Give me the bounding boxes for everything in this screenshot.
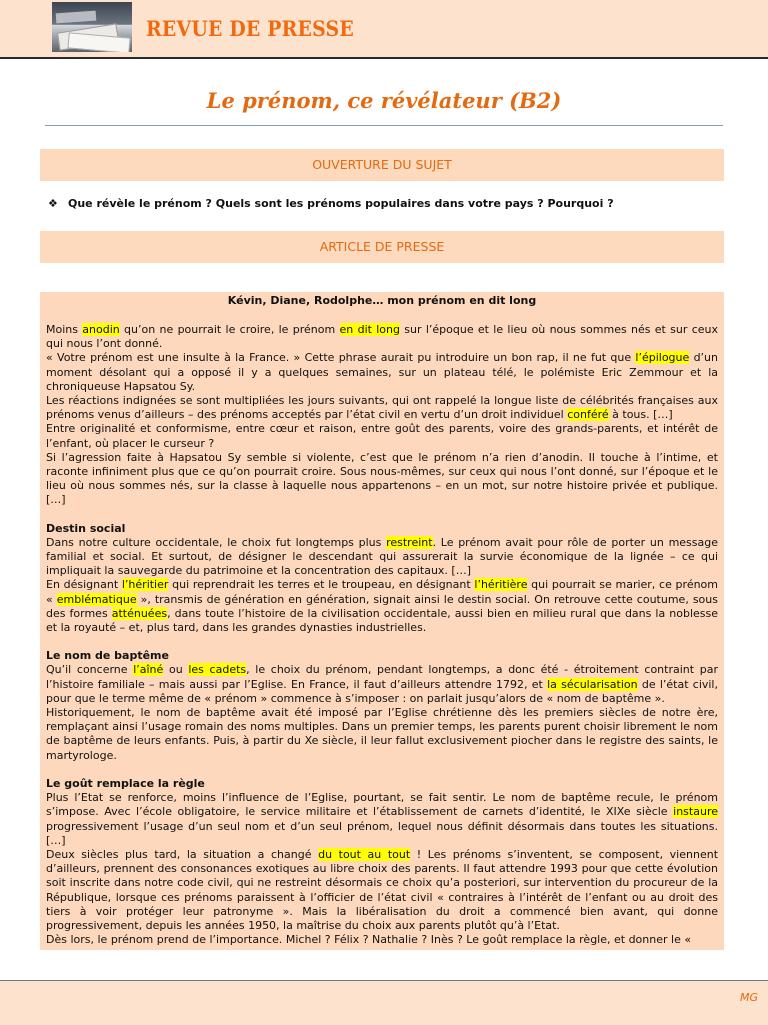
highlighted-term: atténuées xyxy=(111,606,168,620)
highlighted-term: l’aîné xyxy=(133,663,164,677)
highlighted-term: en dit long xyxy=(339,323,400,336)
article-paragraph xyxy=(46,706,718,763)
highlighted-term: la sécularisation xyxy=(547,677,638,691)
text-run: ! Les prénoms s’inventent, se composent, viennent d’ailleurs, prennent des consonances exotiques au libre choix des parents. Il faut attendre 1993 pour que cette évolution soit inscrite dans notre code civil, qui ne restreint désormais ce choix qu’a posteriori, sur intervention du procureur de la République, lorsque ces prénoms paraissent à l’officier de l’état civil « contraires à l’intérêt de l’enfant ou au droit des tiers à voir protéger leur patronyme ». Mais la libéralisation du droit a commencé bien avant, qui donne progressivement, depuis les années 1950, la maîtrise du choix aux parents plutôt qu’à l’Etat. xyxy=(46,847,719,932)
text-run: Le goût remplace la règle xyxy=(46,776,205,790)
text-run: , le choix du prénom, pendant longtemps, a donc été - étroitement contraint par l’histoire familiale – mais aussi par l’Eglise. En France, il faut d’ailleurs attendre 1792, et xyxy=(46,663,718,691)
article-paragraph xyxy=(46,791,718,848)
section-heading-opening: OUVERTURE DU SUJET xyxy=(40,149,724,181)
text-run: Plus l’Etat se renforce, moins l’influence de l’Eglise, pourtant, se fait sentir. Le nom de baptême recule, le prénom s’impose. Avec l’école obligatoire, le service militaire et l’établissement de carnets d’identité, le XIXe siècle xyxy=(46,791,718,819)
text-run: « Votre prénom est une insulte à la France. » Cette phrase aurait pu introduire un bon rap, il ne fut que xyxy=(46,351,636,365)
highlighted-term: du tout au tout xyxy=(318,847,411,861)
text-run: progressivement l’usage d’un seul nom et d’un seul prénom, lequel nous définit désormais dans toutes les situations. […] xyxy=(46,819,718,847)
section-heading-article: ARTICLE DE PRESSE xyxy=(40,231,724,263)
text-run: à tous. […] xyxy=(608,408,673,422)
text-run: », transmis de génération en génération, signait ainsi le destin social. On retrouve cette coutume, sous des formes xyxy=(46,592,718,620)
article-paragraph xyxy=(46,578,718,635)
text-run: d’un moment désolant qui a opposé il y a quelques semaines, sur un plateau télé, le polémiste Eric Zemmour et la chroniqueuse Hapsatou Sy. xyxy=(46,351,718,393)
article-box xyxy=(40,292,724,950)
article-paragraph xyxy=(46,351,718,394)
article-subheading xyxy=(46,649,718,663)
text-run: Les réactions indignées se sont multipliées les jours suivants, qui ont rappelé la longue liste de célébrités françaises aux prénoms venus d’ailleurs – des prénoms acceptés par l’état civil en vertu d’un droit individuel xyxy=(46,394,718,422)
text-run: qui pourrait se marier, ce prénom « xyxy=(46,578,718,606)
text-run: Destin social xyxy=(46,521,126,535)
highlighted-term: l’épilogue xyxy=(635,351,690,365)
highlighted-term: emblématique xyxy=(56,592,137,606)
text-run: Entre originalité et conformisme, entre cœur et raison, entre goût des parents, voire des grands-parents, et intérêt de l’enfant, où placer le curseur ? xyxy=(46,422,718,450)
article-paragraph xyxy=(46,422,718,450)
article-paragraph xyxy=(46,394,718,422)
text-run: qu’on ne pourrait le croire, le prénom xyxy=(119,323,340,336)
text-run: Dans notre culture occidentale, le choix fut longtemps plus xyxy=(46,535,387,549)
article-paragraph xyxy=(46,536,718,579)
author-initials: MG xyxy=(739,991,758,1004)
text-run: ou xyxy=(163,663,189,677)
highlighted-term: les cadets xyxy=(188,663,247,677)
article-paragraph xyxy=(46,451,718,508)
text-run: Qu’il concerne xyxy=(46,663,134,677)
text-run: Le nom de baptême xyxy=(46,649,169,663)
text-run: En désignant xyxy=(46,578,122,592)
footer-bar xyxy=(0,980,768,1025)
diamond-bullet-icon: ❖ xyxy=(48,197,58,210)
article-paragraph xyxy=(46,933,718,947)
brand-title: REVUE DE PRESSE xyxy=(146,16,354,41)
article-paragraph xyxy=(46,848,718,933)
text-run: , dans toute l’histoire de la civilisation occidentale, aussi bien en milieu rural que dans la noblesse et la royauté – et, plus tard, dans les grandes dynasties industrielles. xyxy=(46,606,718,635)
highlighted-term: anodin xyxy=(82,323,120,336)
text-run: Si l’agression faite à Hapsatou Sy semble si violente, c’est que le prénom n’a rien d’anodin. Il touche à l’intime, et raconte infiniment plus que ce qu’on pourrait croire. Sous nous-mêmes, sur ceux qui nous l’ont donné, sur l’époque et le lieu où nous sommes nés, sur la classe à laquelle nous appartenons – en un mot, sur notre histoire privée et publique. […] xyxy=(46,450,718,507)
text-run: Deux siècles plus tard, la situation a changé xyxy=(46,847,319,861)
highlighted-term: l’héritière xyxy=(474,578,528,592)
article-body xyxy=(46,323,718,947)
text-run: . Le prénom avait pour rôle de porter un message familial et social. Et surtout, de désigner le descendant qui assurerait la survie économique de la lignée – ce qui impliquait la sauvegarde du patrimoine et la concentration des capitaux. […] xyxy=(46,535,719,578)
article-subheading xyxy=(46,777,718,791)
header-bar xyxy=(0,0,768,59)
article-subheading xyxy=(46,522,718,536)
article-title: Kévin, Diane, Rodolphe… mon prénom en dit long xyxy=(227,294,537,307)
text-run: Moins xyxy=(46,323,83,336)
text-run: Historiquement, le nom de baptême avait été imposé par l’Eglise chrétienne dès les premiers siècles de notre ère, remplaçant ainsi l’usage romain des noms multiples. Dans un premier temps, les parents purent choisir librement le nom de baptême de leurs enfants. Puis, à partir du Xe siècle, il leur fallut exclusivement piocher dans le registre des saints, le martyrologe. xyxy=(46,706,718,762)
text-run: Dès lors, le prénom prend de l’importance. Michel ? Félix ? Nathalie ? Inès ? Le goût remplace la règle, et donner le « xyxy=(46,933,692,947)
text-run: qui reprendrait les terres et le troupeau, en désignant xyxy=(168,578,475,592)
highlighted-term: instaure xyxy=(673,805,718,819)
newspaper-stack-icon xyxy=(52,2,132,52)
highlighted-term: restreint xyxy=(386,535,433,549)
highlighted-term: l’héritier xyxy=(121,578,169,592)
page-title: Le prénom, ce révélateur (B2) xyxy=(206,88,562,113)
article-paragraph xyxy=(46,323,718,351)
text-run: sur l’époque et le lieu où nous sommes nés et sur ceux qui nous l’ont donné. xyxy=(46,323,719,351)
highlighted-term: conféré xyxy=(567,408,609,422)
text-run: de l’état civil, pour que le terme même de « prénom » commence à s’imposer : on parlait jusqu’alors de « nom de baptême ». xyxy=(46,677,718,705)
article-paragraph xyxy=(46,663,718,706)
question-text: Que révèle le prénom ? Quels sont les prénoms populaires dans votre pays ? Pourquoi ? xyxy=(68,197,614,210)
opening-question xyxy=(48,197,614,210)
title-divider xyxy=(45,125,723,126)
